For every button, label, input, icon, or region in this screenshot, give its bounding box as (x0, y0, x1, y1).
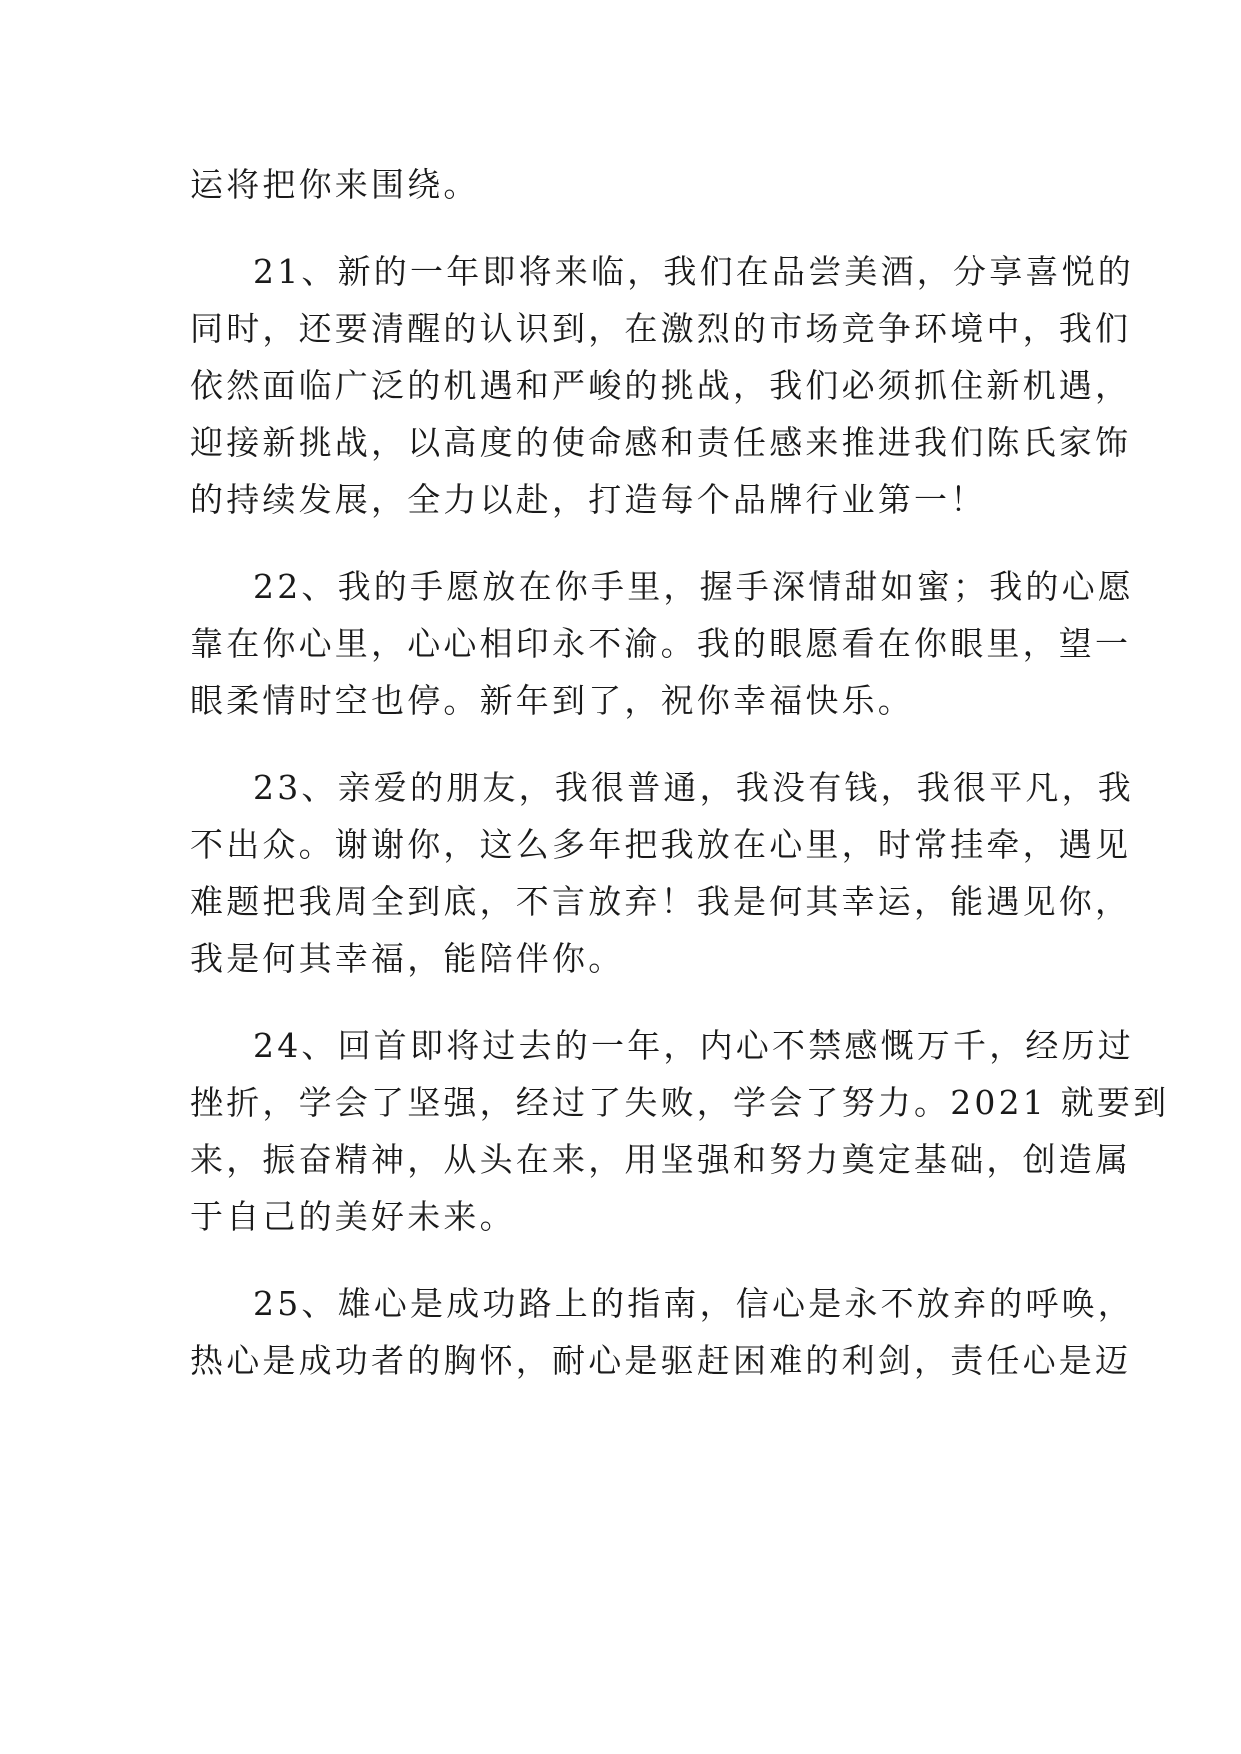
paragraph-21-line-5: 的持续发展，全力以赴，打造每个品牌行业第一！ (190, 480, 987, 519)
paragraph-24-line-1: 24、回首即将过去的一年，内心不禁感慨万千，经历过 (253, 1026, 1134, 1065)
paragraph-25-line-1: 25、雄心是成功路上的指南，信心是永不放弃的呼唤， (253, 1284, 1134, 1323)
paragraph-23-line-4: 我是何其幸福，能陪伴你。 (190, 939, 625, 978)
paragraph-24-line-2: 挫折，学会了坚强，经过了失败，学会了努力。2021 就要到 (190, 1083, 1170, 1122)
paragraph-21-line-2: 同时，还要清醒的认识到，在激烈的市场竞争环境中，我们 (190, 309, 1132, 348)
paragraph-21-line-3: 依然面临广泛的机遇和严峻的挑战，我们必须抓住新机遇， (190, 366, 1132, 405)
paragraph-23-line-1: 23、亲爱的朋友，我很普通，我没有钱，我很平凡，我 (253, 768, 1134, 807)
paragraph-21-line-1: 21、新的一年即将来临，我们在品尝美酒，分享喜悦的 (253, 252, 1134, 291)
paragraph-23-line-3: 难题把我周全到底，不言放弃！我是何其幸运，能遇见你， (190, 882, 1132, 921)
paragraph-22-line-2: 靠在你心里，心心相印永不渝。我的眼愿看在你眼里，望一 (190, 624, 1132, 663)
paragraph-24-line-4: 于自己的美好未来。 (190, 1197, 516, 1236)
paragraph-21-line-4: 迎接新挑战，以高度的使命感和责任感来推进我们陈氏家饰 (190, 423, 1132, 462)
paragraph-23-line-2: 不出众。谢谢你，这么多年把我放在心里，时常挂牵，遇见 (190, 825, 1132, 864)
paragraph-24-line-3: 来，振奋精神，从头在来，用坚强和努力奠定基础，创造属 (190, 1140, 1132, 1179)
paragraph-22-line-3: 眼柔情时空也停。新年到了，祝你幸福快乐。 (190, 681, 914, 720)
paragraph-25-line-2: 热心是成功者的胸怀，耐心是驱赶困难的利剑，责任心是迈 (190, 1341, 1132, 1380)
paragraph-20-line-1: 运将把你来围绕。 (190, 165, 480, 204)
paragraph-22-line-1: 22、我的手愿放在你手里，握手深情甜如蜜；我的心愿 (253, 567, 1134, 606)
